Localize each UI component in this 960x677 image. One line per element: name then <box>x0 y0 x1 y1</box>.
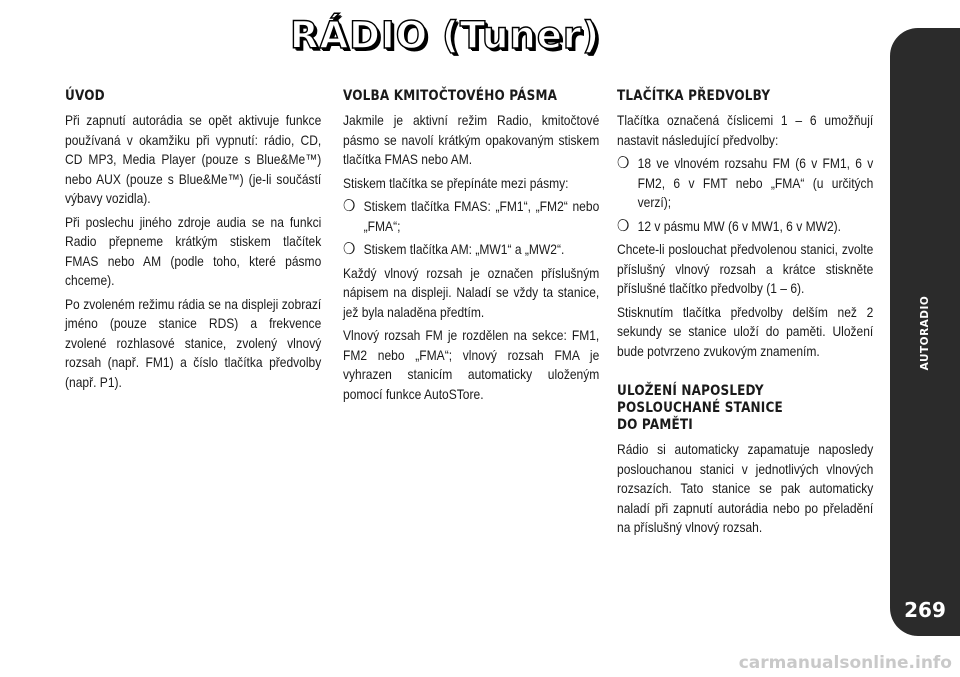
paragraph: Každý vlnový rozsah je označen příslušným nápisem na displeji. Naladí se vždy ta stanice, jež byla naladěna předtím. <box>343 264 600 320</box>
bullet-icon: ❍ <box>617 155 630 172</box>
paragraph: Při poslechu jiného zdroje audia se na funkci Radio přepneme krátkým stiskem tlačítek FMAS nebo AM (podle toho, které pásmo chceme). <box>65 213 322 288</box>
paragraph: Tlačítka označená číslicemi 1 – 6 umožňují nastavit následující předvolby: <box>617 112 874 148</box>
paragraph: Rádio si automaticky zapamatuje naposledy poslouchanou stanici v jednotlivých vlnových rozsazích. Tato stanice se pak automaticky naladí při zapnutí autorádia nebo po přeladění na příslušný vlnový rozsah. <box>617 441 874 535</box>
bullet-icon: ❍ <box>343 198 356 215</box>
heading-line: DO PAMĚTI <box>617 417 693 433</box>
bullet-item <box>343 240 599 260</box>
bullet-item <box>617 154 873 213</box>
page-number: 269 <box>904 598 946 622</box>
paragraph: Po zvoleném režimu rádia se na displeji zobrazí jméno (pouze stanice RDS) a frekvence zvolené rozhlasové stanice, zvolený vlnový rozsah (např. FM1) a číslo tlačítka předvolby (např. P1). <box>65 295 322 390</box>
section-heading-memory <box>617 383 873 434</box>
bullet-text: 18 ve vlnovém rozsahu FM (6 v FM1, 6 v FM2, 6 v FMT nebo „FMA“ (u určitých verzí); <box>637 155 874 210</box>
column-band-selection <box>343 88 599 408</box>
side-tab <box>890 28 960 636</box>
paragraph: Chcete-li poslouchat předvolenou stanici, zvolte příslušný vlnový rozsah a krátce stiskněte příslušné tlačítko předvolby (1 – 6). <box>617 241 874 296</box>
column-presets <box>617 88 873 542</box>
column-intro <box>65 88 321 396</box>
section-heading-uvod: ÚVOD <box>65 88 105 104</box>
section-heading-band: VOLBA KMITOČTOVÉHO PÁSMA <box>343 88 558 104</box>
paragraph: Při zapnutí autorádia se opět aktivuje funkce používaná v okamžiku při vypnutí: rádio, CD, CD MP3, Media Player (pouze s Blue&Me™) nebo AUX (pouze s Blue&Me™) (je-li součástí výbavy vozidla). <box>65 112 322 206</box>
bullet-item <box>343 197 599 236</box>
bullet-icon: ❍ <box>617 217 630 235</box>
paragraph: Stiskem tlačítka se přepínáte mezi pásmy: <box>343 174 569 191</box>
bullet-item <box>617 217 873 237</box>
bullet-text: Stiskem tlačítka AM: „MW1“ a „MW2“. <box>363 241 565 257</box>
paragraph: Stisknutím tlačítka předvolby delším než 2 sekundy se stanice uloží do paměti. Uložení bude potvrzeno zvukovým znamením. <box>617 303 874 359</box>
bullet-icon: ❍ <box>343 241 356 258</box>
paragraph: Vlnový rozsah FM je rozdělen na sekce: FM1, FM2 nebo „FMA“; vlnový rozsah FMA je vyhrazen stanicím automaticky uloženým pomocí funkce AutoSTore. <box>343 327 600 402</box>
heading-line: POSLOUCHANÉ STANICE <box>617 400 783 416</box>
bullet-text: 12 v pásmu MW (6 v MW1, 6 v MW2). <box>637 217 842 234</box>
bullet-text: Stiskem tlačítka FMAS: „FM1“, „FM2“ nebo „FMA“; <box>363 198 600 234</box>
section-heading-presets: TLAČÍTKA PŘEDVOLBY <box>617 88 771 104</box>
heading-line: ULOŽENÍ NAPOSLEDY <box>617 383 764 399</box>
watermark: carmanualsonline.info <box>738 653 952 673</box>
side-tab-label: AUTORADIO <box>919 295 931 371</box>
paragraph: Jakmile je aktivní režim Radio, kmitočtové pásmo se navolí krátkým opakovaným stiskem tlačítka FMAS nebo AM. <box>343 112 600 167</box>
page-title: RÁDIO (Tuner) <box>290 14 600 57</box>
